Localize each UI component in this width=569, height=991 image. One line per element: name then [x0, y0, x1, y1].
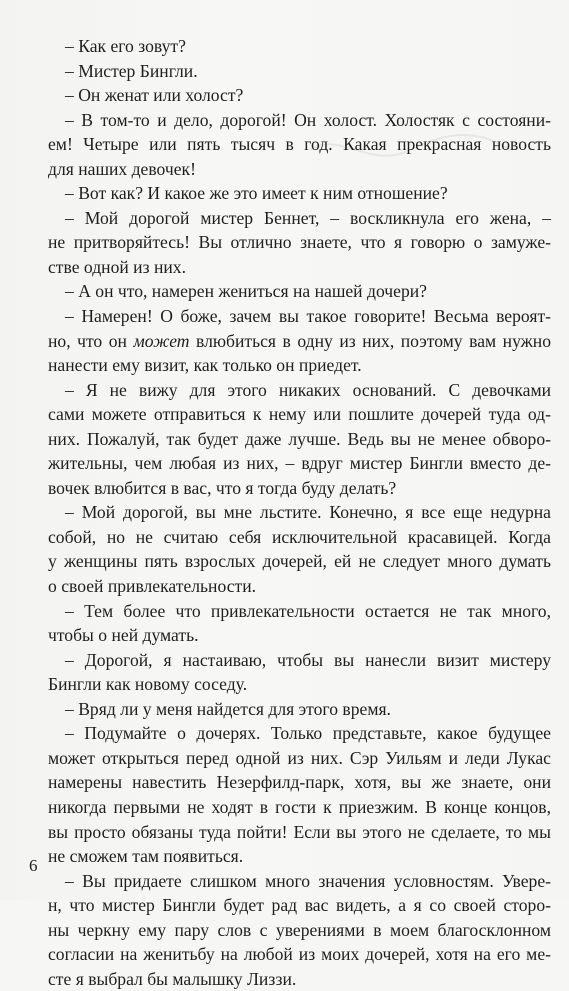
text-line: сами можете отправиться к нему или пошлите дочерей туда од-: [48, 404, 551, 425]
text-line: – Подумайте о дочерях. Только представьте, какое будущее: [65, 723, 551, 744]
text-line: стве одной из них.: [48, 256, 186, 277]
text-line: – А он что, намерен жениться на нашей дочери?: [65, 281, 427, 302]
page-number: 6: [29, 856, 38, 875]
text-line: – Вряд ли у меня найдется для этого время.: [65, 698, 391, 719]
text-line: – Он женат или холост?: [65, 85, 244, 106]
text-line: чтобы о ней думать.: [48, 625, 199, 646]
text-line: – Вы придаете слишком много значения условностям. Увере-: [65, 870, 551, 891]
text-line: согласии на женитьбу на любой из моих дочерей, хотя на его ме-: [48, 944, 551, 965]
text-line: – Намерен! О боже, зачем вы такое говорите! Весьма вероят-: [65, 306, 551, 327]
text-line: вы просто обязаны туда пойти! Если вы этого не сделаете, то мы: [48, 821, 551, 842]
text-line: собой, но не считаю себя исключительной красавицей. Когда: [48, 526, 551, 547]
text-line: жительны, чем любая из них, – вдруг мистер Бингли вместо де-: [48, 453, 551, 474]
text-line: сте я выбрал бы малышку Лиззи.: [48, 968, 297, 989]
text-line: но, что он может влюбиться в одну из них, поэтому вам нужно: [48, 330, 552, 351]
text-line: ны черкну ему пару слов с уверениями в моем благосклонном: [48, 919, 551, 940]
text-line: – Мой дорогой мистер Беннет, – воскликнула его жена, –: [65, 207, 551, 228]
text-line: намерены навестить Незерфилд-парк, хотя, вы же знаете, они: [48, 772, 551, 793]
text-line: – Тем более что привлекательности остается не так много,: [65, 600, 551, 621]
text-line: – Как его зовут?: [65, 36, 186, 56]
text-line: них. Пожалуй, так будет даже лучше. Ведь вы не менее обворо-: [48, 428, 551, 449]
text-line: для наших девочек!: [48, 158, 196, 179]
body-text: [48, 34, 551, 991]
text-line: вочек влюбится в вас, что я тогда буду делать?: [48, 477, 397, 498]
text-line: – Мой дорогой, вы мне льстите. Конечно, я все еще недурна: [65, 502, 551, 523]
text-line: ем! Четыре или пять тысяч в год. Какая прекрасная новость: [48, 134, 551, 155]
text-line: не притворяйтесь! Вы отлично знаете, что я говорю о замуже-: [48, 232, 551, 253]
text-line: никогда первыми не ходят в гости к приезжим. В конце концов,: [48, 796, 551, 817]
text-line: Бингли как новому соседу.: [48, 674, 248, 695]
text-line: – Мистер Бингли.: [65, 60, 198, 81]
text-line: о своей привлекательности.: [48, 576, 257, 597]
text-line: может открыться перед одной из них. Сэр Уильям и леди Лукас: [48, 747, 551, 768]
text-line: н, что мистер Бингли будет рад вас видеть, а я со своей сторо-: [48, 895, 551, 916]
text-line: – Дорогой, я настаиваю, чтобы вы нанесли визит мистеру: [65, 649, 551, 670]
text-line: – Я не вижу для этого никаких оснований. С девочками: [65, 379, 551, 400]
text-line: у женщины пять взрослых дочерей, ей не следует много думать: [48, 551, 551, 572]
text-line: нанести ему визит, как только он приедет.: [48, 355, 362, 376]
text-line: – В том-то и дело, дорогой! Он холост. Холостяк с состояни-: [65, 109, 551, 130]
text-line: не сможем там появиться.: [48, 846, 244, 867]
text-line: – Вот как? И какое же это имеет к ним отношение?: [65, 183, 448, 204]
